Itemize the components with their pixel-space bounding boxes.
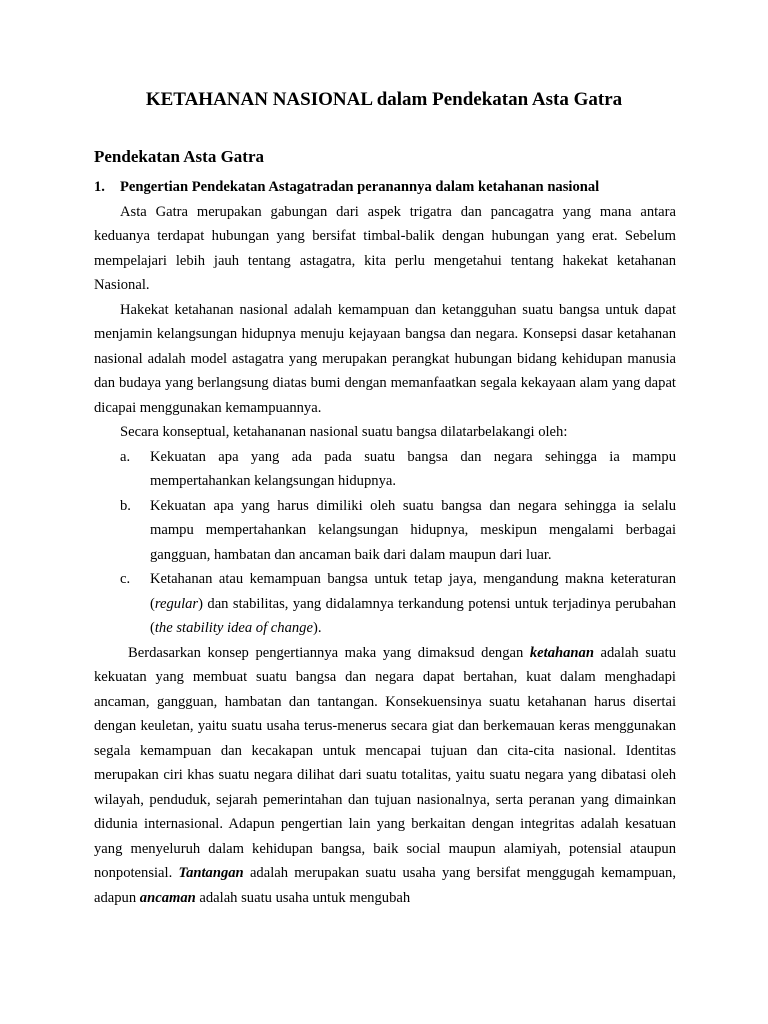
list-item [94,445,676,494]
text-part: Berdasarkan konsep pengertiannya maka yang dimaksud dengan [128,644,530,661]
list-item [94,567,676,641]
paragraph-3: Secara konseptual, ketahananan nasional suatu bangsa dilatarbelakangi oleh: [120,424,568,440]
paragraph-4 [94,641,676,911]
list-text-part: ) dan stabilitas, yang didalamnya terkandung potensi untuk terjadinya perubahan ( [150,595,676,636]
list-item [94,494,676,568]
list-marker: a. [120,448,131,465]
keyword-ancaman: ancaman [139,889,196,906]
keyword-tantangan: Tantangan [178,865,244,881]
italic-term: the stability idea of change [154,620,313,636]
keyword-ketahanan: ketahanan [529,644,594,661]
section-heading: Pendekatan Asta Gatra [94,147,264,166]
italic-term: regular [154,595,199,612]
background-list [94,445,676,641]
text-part: adalah suatu kekuatan yang membuat suatu bangsa dan negara dapat bertahan, kuat dalam menghadapi ancaman, gangguan, hambatan dan tantangan. Konsekuensinya suatu ketahanan harus disertai dengan keuletan, yaitu suatu usaha terus-menerus secara giat dan berkemauan keras menggunakan segala kemampuan dan kecakapan untuk mencapai tujuan dan cita-cita nasional. Identitas merupakan ciri khas suatu negara dilihat dari suatu totalitas, yaitu suatu negara yang dibatasi oleh wilayah, penduduk, sejarah pemerintahan dan tujuan nasionalnya, serta peranan yang dimainkan didunia internasional. Adapun pengertian lain yang berkaitan dengan integritas adalah kesatuan yang menyeluruh dalam kehidupan bangsa, baik social maupun alamiyah, potensial ataupun nonpotensial. [94,644,677,881]
text-part: adalah merupakan suatu usaha yang bersifat menggugah kemampuan, adapun [94,865,676,906]
list-item-text [150,567,676,641]
text-part: adalah suatu usaha untuk mengubah [195,889,411,906]
subsection-heading-text: Pengertian Pendekatan Astagatradan peranannya dalam ketahanan nasional [120,179,600,195]
document-body [94,143,676,910]
list-item-text: Kekuatan apa yang harus dimiliki oleh suatu bangsa dan negara sehingga ia selalu mampu mempertahankan kelangsungan hidupnya, meskipun mengalami berbagai gangguan, hambatan dan ancaman baik dari dalam maupun dari luar. [150,497,676,563]
list-marker: b. [120,497,131,514]
list-text-part: Ketahanan atau kemampuan bangsa untuk tetap jaya, mengandung makna keteraturan ( [150,571,676,612]
subsection-heading [94,175,676,200]
subsection-number: 1. [94,179,105,195]
paragraph-2: Hakekat ketahanan nasional adalah kemampuan dan ketangguhan suatu bangsa untuk dapat menjamin kelangsungan hidupnya menuju kejayaan bangsa dan negara. Konsepsi dasar ketahanan nasional adalah model astagatra yang merupakan perangkat hubungan bidang kehidupan manusia dan budaya yang berlangsung diatas bumi dengan memanfaatkan segala kekayaan alam yang dapat dicapai menggunakan kemampuannya. [94,301,676,416]
list-marker: c. [120,571,131,587]
paragraph-1: Asta Gatra merupakan gabungan dari aspek trigatra dan pancagatra yang mana antara keduanya terdapat hubungan yang bersifat timbal-balik dengan hubungan yang erat. Sebelum mempelajari lebih jauh tentang astagatra, kita perlu mengetahui tentang hakekat ketahanan Nasional. [94,203,676,293]
list-text-part: ). [312,620,322,636]
document-title: KETAHANAN NASIONAL dalam Pendekatan Asta Gatra [145,89,623,110]
list-item-text: Kekuatan apa yang ada pada suatu bangsa dan negara sehingga ia mampu mempertahankan kelangsungan hidupnya. [150,448,676,489]
